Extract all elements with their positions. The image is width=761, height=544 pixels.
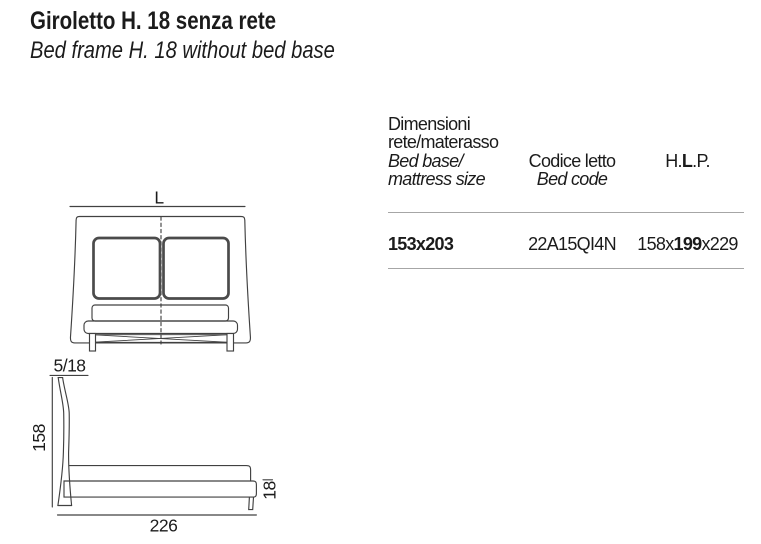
- bed-foot-right: [227, 334, 234, 352]
- header-bed-code-en: Bed code: [536, 169, 608, 190]
- header-dimensions-it-line1: Dimensioni: [388, 114, 471, 134]
- header-hlp-post: .P.: [692, 150, 710, 171]
- header-dimensions-en-line1: Bed base/: [388, 150, 463, 171]
- headboard-cushion-left: [94, 238, 161, 299]
- cell-hlp-post: x229: [701, 233, 738, 254]
- front-width-label: L: [154, 187, 164, 208]
- header-hlp: [631, 115, 744, 189]
- page-subtitle: Bed frame H. 18 without bed base: [30, 37, 335, 64]
- mattress-side: [70, 466, 251, 481]
- headboard-cushion-right: [164, 238, 229, 299]
- frame-height-label: 18: [259, 481, 280, 500]
- header-dimensions-en-line2: mattress size: [388, 169, 485, 190]
- cell-hlp-bold: 199: [673, 233, 702, 254]
- spec-table: [388, 115, 744, 269]
- header-hlp-pre: H.: [665, 150, 682, 171]
- headboard-profile: [58, 378, 64, 506]
- bed-technical-drawing: [28, 183, 320, 535]
- side-view-drawing: [29, 356, 280, 536]
- length-label: 226: [149, 515, 178, 535]
- cell-mattress-size: 153x203: [388, 233, 454, 254]
- bed-frame-side: [64, 481, 256, 497]
- header-hlp-bold: L: [681, 150, 693, 171]
- cell-bed-code: 22A15QI4N: [528, 233, 616, 254]
- mattress-front: [92, 305, 229, 321]
- table-row: [388, 213, 744, 268]
- cell-hlp-pre: 158x: [637, 233, 674, 254]
- page-title: Giroletto H. 18 senza rete: [30, 7, 277, 35]
- headboard-thickness-label: 5/18: [53, 355, 86, 376]
- bed-foot-left: [90, 334, 96, 352]
- header-dimensions-it-line2: rete/materasso: [388, 132, 499, 153]
- spec-table-header: [388, 115, 744, 189]
- table-rule-bottom: [388, 268, 744, 269]
- header-dimensions: [388, 115, 513, 189]
- header-bed-code: [513, 115, 631, 189]
- bed-leg-side: [249, 497, 254, 510]
- header-bed-code-it: Codice letto: [528, 150, 616, 171]
- front-view-drawing: [70, 188, 250, 352]
- height-label: 158: [29, 424, 49, 452]
- cell-hlp: [631, 235, 744, 253]
